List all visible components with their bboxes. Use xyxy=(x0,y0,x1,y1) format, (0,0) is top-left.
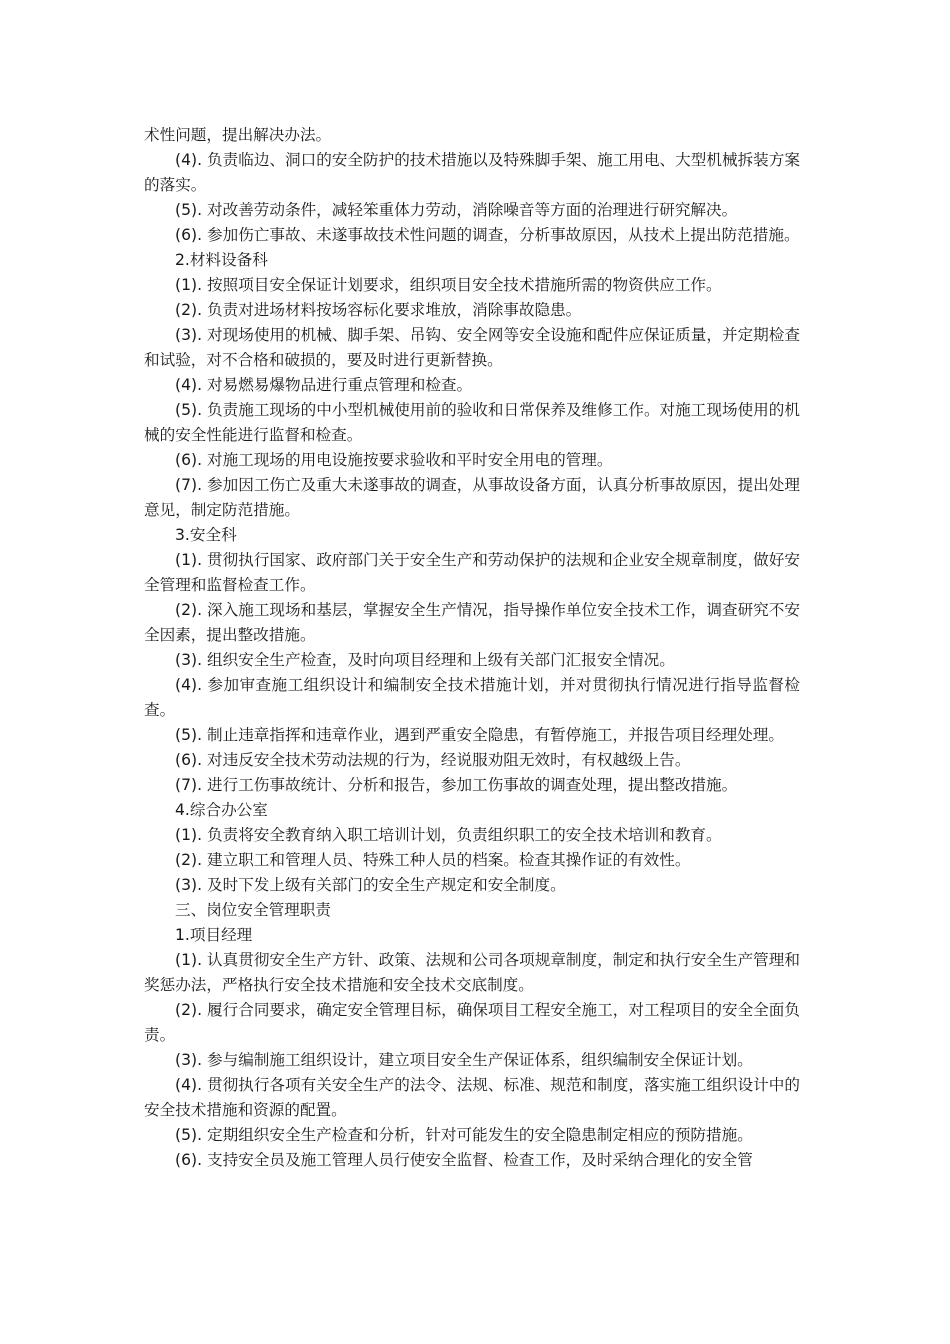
paragraph: (4). 对易燃易爆物品进行重点管理和检查。 xyxy=(175,376,473,394)
paragraph: (2). 履行合同要求，确定安全管理目标，确保项目工程安全施工，对工程项目的安全全面负责。 xyxy=(144,1001,800,1044)
paragraph: (2). 负责对进场材料按场容标化要求堆放，消除事故隐患。 xyxy=(175,301,582,319)
paragraph: (4). 负责临边、洞口的安全防护的技术措施以及特殊脚手架、施工用电、大型机械拆装方案的落实。 xyxy=(144,151,800,194)
paragraph: (1). 认真贯彻安全生产方针、政策、法规和公司各项规章制度，制定和执行安全生产管理和奖惩办法，严格执行安全技术措施和安全技术交底制度。 xyxy=(144,951,800,994)
paragraph: (7). 进行工伤事故统计、分析和报告，参加工伤事故的调查处理，提出整改措施。 xyxy=(175,776,738,794)
paragraph: (5). 对改善劳动条件，减轻笨重体力劳动，消除噪音等方面的治理进行研究解决。 xyxy=(175,201,738,219)
paragraph: (2). 深入施工现场和基层，掌握安全生产情况，指导操作单位安全技术工作，调查研究不安全因素，提出整改措施。 xyxy=(144,601,800,644)
paragraph: (6). 对施工现场的用电设施按要求验收和平时安全用电的管理。 xyxy=(175,451,613,469)
paragraph: (1). 按照项目安全保证计划要求，组织项目安全技术措施所需的物资供应工作。 xyxy=(175,276,722,294)
paragraph: (2). 建立职工和管理人员、特殊工种人员的档案。检查其操作证的有效性。 xyxy=(175,851,691,869)
paragraph: (5). 制止违章指挥和违章作业，遇到严重安全隐患，有暂停施工，并报告项目经理处理。 xyxy=(175,726,784,744)
paragraph: (4). 贯彻执行各项有关安全生产的法令、法规、标准、规范和制度，落实施工组织设计中的安全技术措施和资源的配置。 xyxy=(144,1076,800,1119)
document-body xyxy=(144,123,800,1173)
paragraph: 3.安全科 xyxy=(175,526,237,544)
paragraph: (1). 负责将安全教育纳入职工培训计划，负责组织职工的安全技术培训和教育。 xyxy=(175,826,722,844)
paragraph: 术性问题，提出解决办法。 xyxy=(144,126,332,144)
paragraph: (3). 对现场使用的机械、脚手架、吊钩、安全网等安全设施和配件应保证质量，并定期检查和试验，对不合格和破损的，要及时进行更新替换。 xyxy=(144,326,800,369)
paragraph: 2.材料设备科 xyxy=(175,251,268,269)
paragraph: (1). 贯彻执行国家、政府部门关于安全生产和劳动保护的法规和企业安全规章制度，做好安全管理和监督检查工作。 xyxy=(144,551,800,594)
paragraph: (6). 参加伤亡事故、未遂事故技术性问题的调查，分析事故原因，从技术上提出防范措施。 xyxy=(175,226,800,244)
paragraph: (4). 参加审查施工组织设计和编制安全技术措施计划，并对贯彻执行情况进行指导监督检查。 xyxy=(144,676,800,719)
paragraph: (6). 支持安全员及施工管理人员行使安全监督、检查工作，及时采纳合理化的安全管 xyxy=(175,1151,753,1169)
paragraph: (3). 组织安全生产检查，及时向项目经理和上级有关部门汇报安全情况。 xyxy=(175,651,675,669)
paragraph: (5). 定期组织安全生产检查和分析，针对可能发生的安全隐患制定相应的预防措施。 xyxy=(175,1126,753,1144)
paragraph: (3). 参与编制施工组织设计，建立项目安全生产保证体系，组织编制安全保证计划。 xyxy=(175,1051,753,1069)
paragraph: (3). 及时下发上级有关部门的安全生产规定和安全制度。 xyxy=(175,876,566,894)
paragraph: 三、岗位安全管理职责 xyxy=(175,901,331,919)
paragraph: 1.项目经理 xyxy=(175,926,253,944)
paragraph: (7). 参加因工伤亡及重大未遂事故的调查，从事故设备方面，认真分析事故原因，提出处理意见，制定防范措施。 xyxy=(144,476,800,519)
paragraph: (6). 对违反安全技术劳动法规的行为，经说服劝阻无效时，有权越级上告。 xyxy=(175,751,691,769)
paragraph: 4.综合办公室 xyxy=(175,801,268,819)
paragraph: (5). 负责施工现场的中小型机械使用前的验收和日常保养及维修工作。对施工现场使用的机械的安全性能进行监督和检查。 xyxy=(144,401,800,444)
